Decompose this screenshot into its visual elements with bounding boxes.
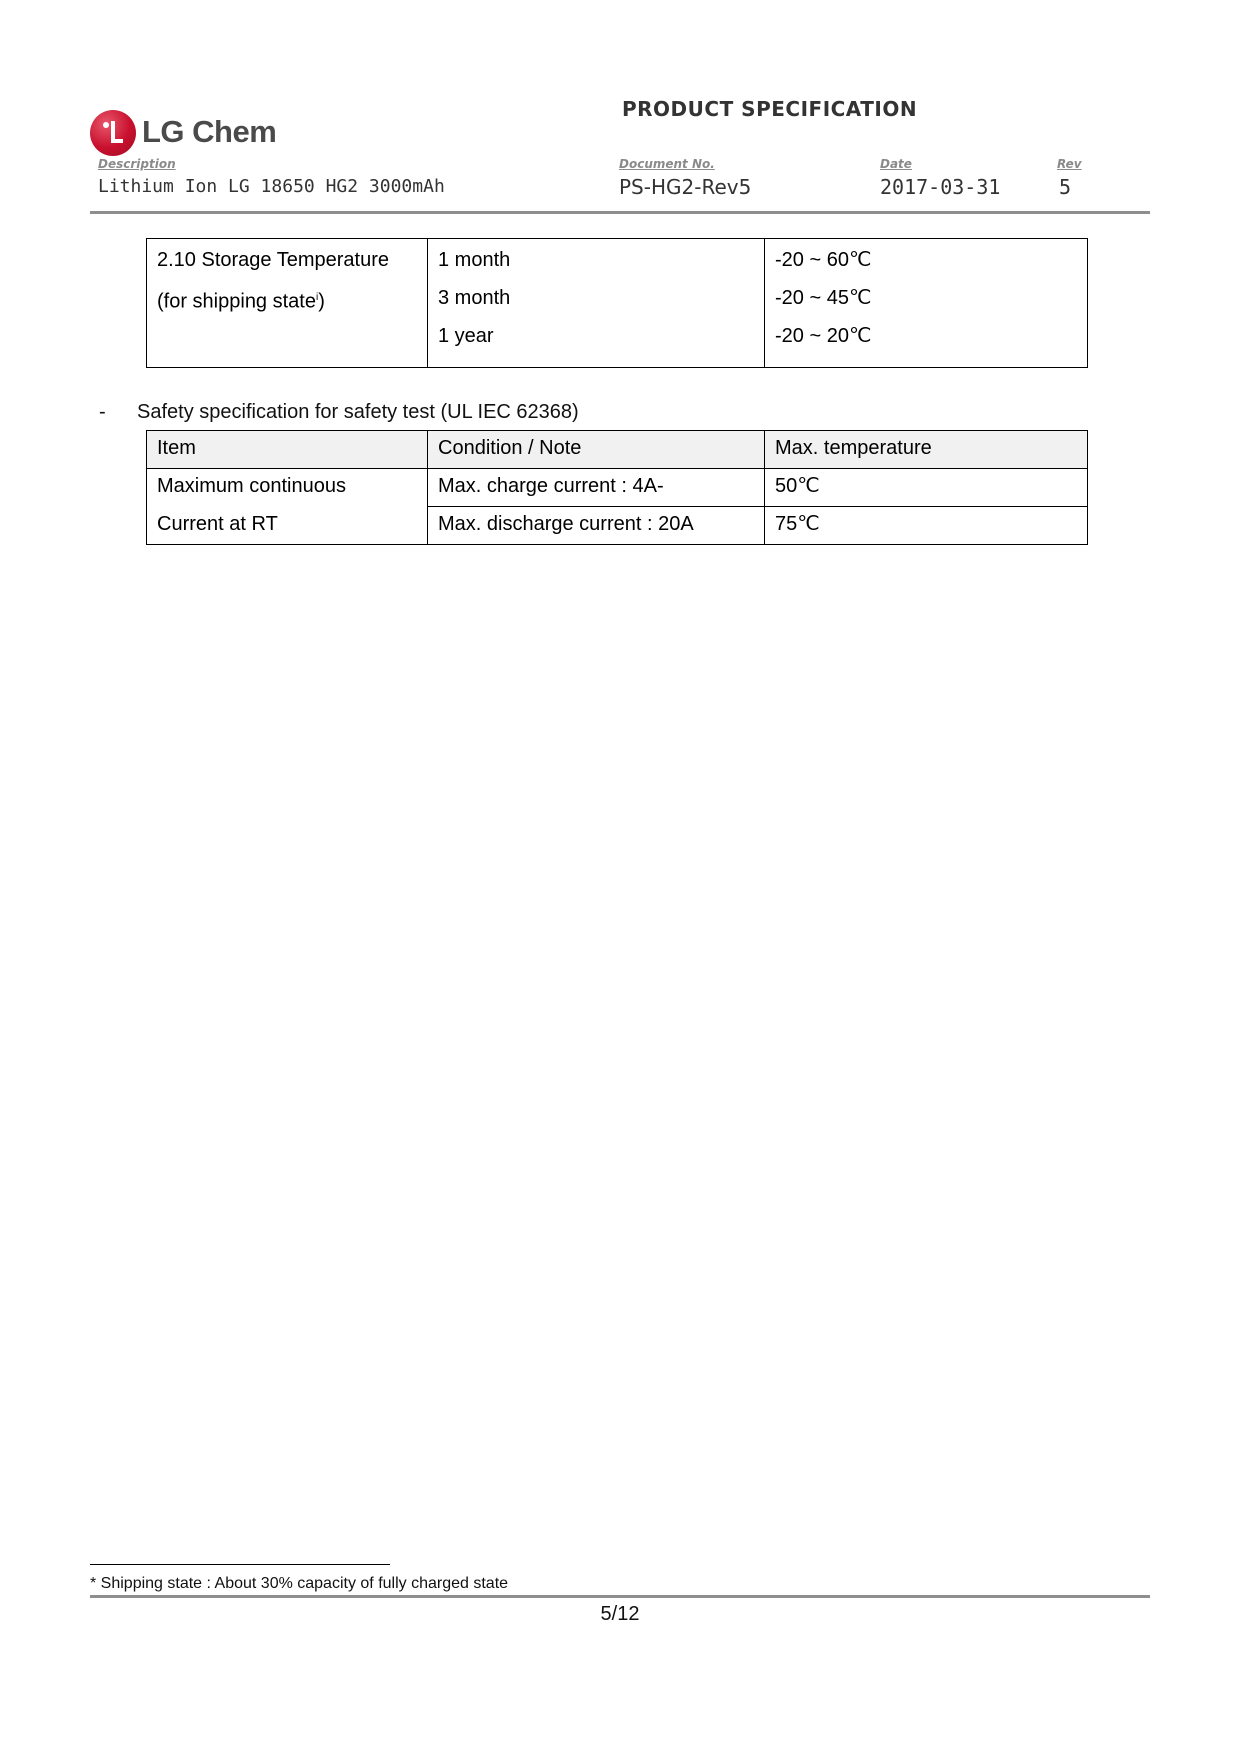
footer-divider [90, 1595, 1150, 1598]
safety-condition-cell: Max. discharge current : 20A [428, 507, 765, 545]
document-no-label: Document No. [619, 157, 715, 171]
storage-range: -20 ~ 60℃ [775, 249, 872, 271]
table-row [147, 239, 1088, 368]
footnote-text: * Shipping state : About 30% capacity of fully charged state [90, 1575, 509, 1592]
storage-range-cell [765, 239, 1088, 368]
column-header-max-temperature: Max. temperature [765, 431, 1088, 469]
safety-max-temp-cell: 75℃ [765, 507, 1088, 545]
lg-chem-logo [90, 110, 290, 158]
safety-condition-cell: Max. charge current : 4A- [428, 469, 765, 507]
storage-item-title: 2.10 Storage Temperature [157, 249, 390, 271]
storage-range: -20 ~ 45℃ [775, 287, 872, 309]
storage-range: -20 ~ 20℃ [775, 325, 872, 347]
bullet-dash: - [99, 401, 106, 423]
lg-face-icon [90, 110, 136, 156]
safety-item-line1: Maximum continuous [157, 475, 346, 497]
safety-item-line2: Current at RT [157, 513, 278, 535]
header-divider [90, 211, 1150, 214]
date-value: 2017-03-31 [880, 175, 1001, 199]
storage-subtitle-close: ) [318, 290, 325, 313]
safety-heading [99, 401, 579, 424]
storage-condition-cell [428, 239, 765, 368]
page-title: PRODUCT SPECIFICATION [622, 97, 918, 121]
description-label: Description [98, 157, 176, 171]
storage-condition: 3 month [438, 287, 511, 309]
safety-item-cell [147, 469, 428, 545]
footnote-marker: i [315, 292, 319, 303]
storage-temperature-table [146, 238, 1088, 368]
rev-label: Rev [1057, 157, 1082, 171]
storage-item-subtitle [157, 286, 417, 324]
storage-subtitle-text: (for shipping state [157, 290, 316, 313]
column-header-item: Item [147, 431, 428, 469]
safety-specification-table [146, 430, 1088, 545]
storage-condition: 1 year [438, 325, 494, 347]
page-number: 5/12 [600, 1603, 640, 1625]
column-header-condition: Condition / Note [428, 431, 765, 469]
footnote-divider [90, 1564, 390, 1565]
safety-heading-text: Safety specification for safety test (UL IEC 62368) [137, 401, 579, 423]
date-label: Date [880, 157, 912, 171]
table-header-row [147, 431, 1088, 469]
storage-item-cell [147, 239, 428, 368]
document-no-value: PS-HG2-Rev5 [619, 175, 752, 199]
company-name: LG Chem [142, 114, 277, 149]
table-row [147, 469, 1088, 507]
safety-max-temp-cell: 50℃ [765, 469, 1088, 507]
storage-condition: 1 month [438, 249, 511, 271]
rev-value: 5 [1059, 175, 1072, 199]
description-value: Lithium Ion LG 18650 HG2 3000mAh [98, 176, 445, 197]
